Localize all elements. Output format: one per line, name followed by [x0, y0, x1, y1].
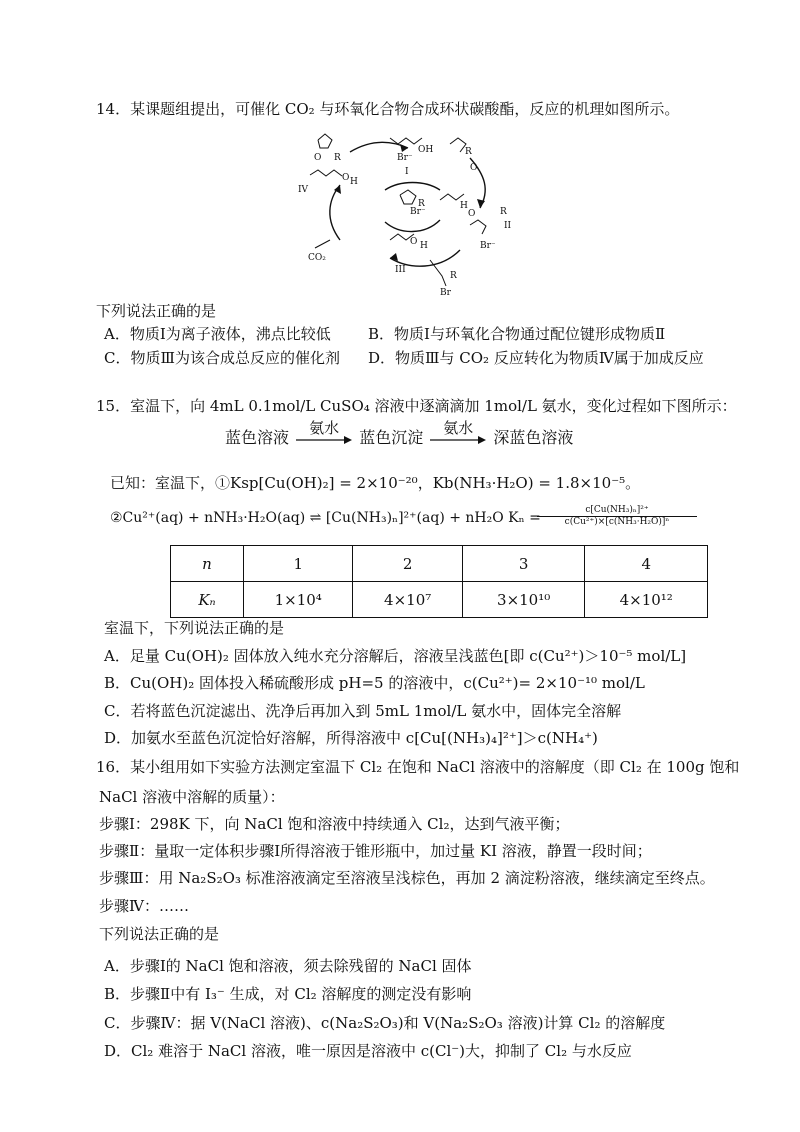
svg-text:R: R [418, 199, 425, 209]
q16-option-b: B．步骤Ⅱ中有 I₃⁻ 生成，对 Cl₂ 溶解度的测定没有影响 [104, 985, 472, 1003]
q16-option-c: C．步骤Ⅳ：据 V(NaCl 溶液)、c(Na₂S₂O₃)和 V(Na₂S₂O₃ 溶液)计算 Cl₂ 的溶解度 [104, 1014, 666, 1032]
q14-option-c: C．物质Ⅲ为该合成总反应的催化剂 [104, 349, 340, 367]
svg-text:CO₂: CO₂ [308, 253, 326, 263]
svg-text:OH: OH [418, 145, 434, 155]
svg-text:II: II [504, 221, 512, 231]
svg-text:O: O [468, 209, 476, 219]
svg-text:R: R [500, 207, 507, 217]
q14-prompt: 下列说法正确的是 [96, 302, 217, 320]
table-cell: 4×10¹² [585, 582, 708, 618]
svg-text:Br: Br [440, 288, 451, 298]
q15-option-d: D．加氨水至蓝色沉淀恰好溶解，所得溶液中 c[Cu[(NH₃)₄]²⁺]＞c(NH₄⁺) [104, 729, 598, 747]
svg-text:O: O [470, 163, 478, 173]
q16-step-1: 步骤Ⅰ：298K 下，向 NaCl 饱和溶液中持续通入 Cl₂，达到气液平衡； [99, 815, 570, 833]
table-header-kn: Kₙ [171, 582, 244, 618]
table-row [171, 582, 708, 618]
q14-mechanism-diagram [290, 130, 530, 300]
svg-text:O: O [342, 173, 350, 183]
table-cell: 3 [462, 546, 585, 582]
q14-stem: 14．某课题组提出，可催化 CO₂ 与环氧化合物合成环状碳酸酯，反应的机理如图所示。 [96, 100, 680, 118]
svg-text:I: I [405, 167, 409, 177]
q16-step-4: 步骤Ⅳ：…… [99, 897, 189, 915]
q14-option-d: D．物质Ⅲ与 CO₂ 反应转化为物质Ⅳ属于加成反应 [368, 349, 704, 367]
q16-stem-line-2: NaCl 溶液中溶解的质量）： [99, 788, 285, 806]
q15-stem: 15．室温下，向 4mL 0.1mol/L CuSO₄ 溶液中逐滴滴加 1mol/L 氨水，变化过程如下图所示： [96, 397, 737, 415]
svg-text:H: H [350, 177, 358, 187]
chain-reagent-1: 氨水 [309, 418, 340, 437]
q14-option-a: A．物质Ⅰ为离子液体，沸点比较低 [104, 325, 331, 343]
q16-option-a: A．步骤Ⅰ的 NaCl 饱和溶液，须去除残留的 NaCl 固体 [104, 957, 472, 975]
svg-text:IV: IV [298, 185, 309, 195]
svg-text:H: H [420, 241, 428, 251]
table-cell: 2 [353, 546, 462, 582]
svg-text:III: III [395, 265, 406, 275]
table-cell: 4×10⁷ [353, 582, 462, 618]
q16-stem-line-1: 16．某小组用如下实验方法测定室温下 Cl₂ 在饱和 NaCl 溶液中的溶解度（即 Cl₂ 在 100g 饱和 [96, 758, 740, 776]
q15-prompt: 室温下，下列说法正确的是 [104, 619, 285, 637]
table-cell: 1 [244, 546, 353, 582]
q15-known-2: ②Cu²⁺(aq) + nNH₃·H₂O(aq) ⇌ [Cu(NH₃)ₙ]²⁺(aq) + nH₂O Kₙ = [110, 510, 541, 526]
svg-text:O: O [314, 153, 322, 163]
svg-text:O: O [410, 237, 418, 247]
svg-text:H: H [460, 201, 468, 211]
q16-step-2: 步骤Ⅱ：量取一定体积步骤Ⅰ所得溶液于锥形瓶中，加过量 KI 溶液，静置一段时间； [99, 842, 652, 860]
kn-fraction [537, 505, 697, 527]
chain-arrow-1 [294, 418, 354, 447]
chain-deep-blue-solution: 深蓝色溶液 [493, 428, 574, 447]
svg-text:R: R [334, 153, 341, 163]
svg-text:Br⁻: Br⁻ [410, 207, 426, 217]
table-cell: 1×10⁴ [244, 582, 353, 618]
chain-blue-precipitate: 蓝色沉淀 [359, 428, 424, 447]
chain-blue-solution: 蓝色溶液 [225, 428, 290, 447]
table-cell: 4 [585, 546, 708, 582]
table-row [171, 546, 708, 582]
q15-option-c: C．若将蓝色沉淀滤出、洗净后再加入到 5mL 1mol/L 氨水中，固体完全溶解 [104, 702, 622, 720]
svg-text:Br⁻: Br⁻ [397, 153, 413, 163]
table-cell: 3×10¹⁰ [462, 582, 585, 618]
svg-text:Br⁻: Br⁻ [480, 241, 496, 251]
table-header-n: n [171, 546, 244, 582]
q16-option-d: D．Cl₂ 难溶于 NaCl 溶液，唯一原因是溶液中 c(Cl⁻)大，抑制了 Cl₂ 与水反应 [104, 1042, 632, 1060]
q16-step-3: 步骤Ⅲ：用 Na₂S₂O₃ 标准溶液滴定至溶液呈浅棕色，再加 2 滴淀粉溶液，继续滴定至终点。 [99, 869, 715, 887]
svg-text:R: R [450, 271, 457, 281]
kn-numerator: c[Cu(NH₃)ₙ]²⁺ [537, 505, 697, 517]
q15-option-a: A．足量 Cu(OH)₂ 固体放入纯水充分溶解后，溶液呈浅蓝色[即 c(Cu²⁺)＞10⁻⁵ mol/L] [104, 647, 687, 665]
q15-reaction-chain [225, 418, 574, 448]
chain-arrow-2 [428, 418, 488, 447]
svg-text:R: R [465, 147, 472, 157]
q15-option-b: B．Cu(OH)₂ 固体投入稀硫酸形成 pH=5 的溶液中，c(Cu²⁺)= 2×10⁻¹⁰ mol/L [104, 674, 645, 692]
kn-denominator: c(Cu²⁺)×[c(NH₃·H₂O)]ⁿ [564, 517, 670, 527]
q16-prompt: 下列说法正确的是 [99, 925, 220, 943]
q15-known-1: 已知：室温下，①Ksp[Cu(OH)₂] = 2×10⁻²⁰，Kb(NH₃·H₂O) = 1.8×10⁻⁵。 [110, 474, 641, 492]
q14-option-b: B．物质Ⅰ与环氧化合物通过配位键形成物质Ⅱ [368, 325, 666, 343]
kn-table [170, 545, 708, 618]
chain-reagent-2: 氨水 [443, 418, 474, 437]
